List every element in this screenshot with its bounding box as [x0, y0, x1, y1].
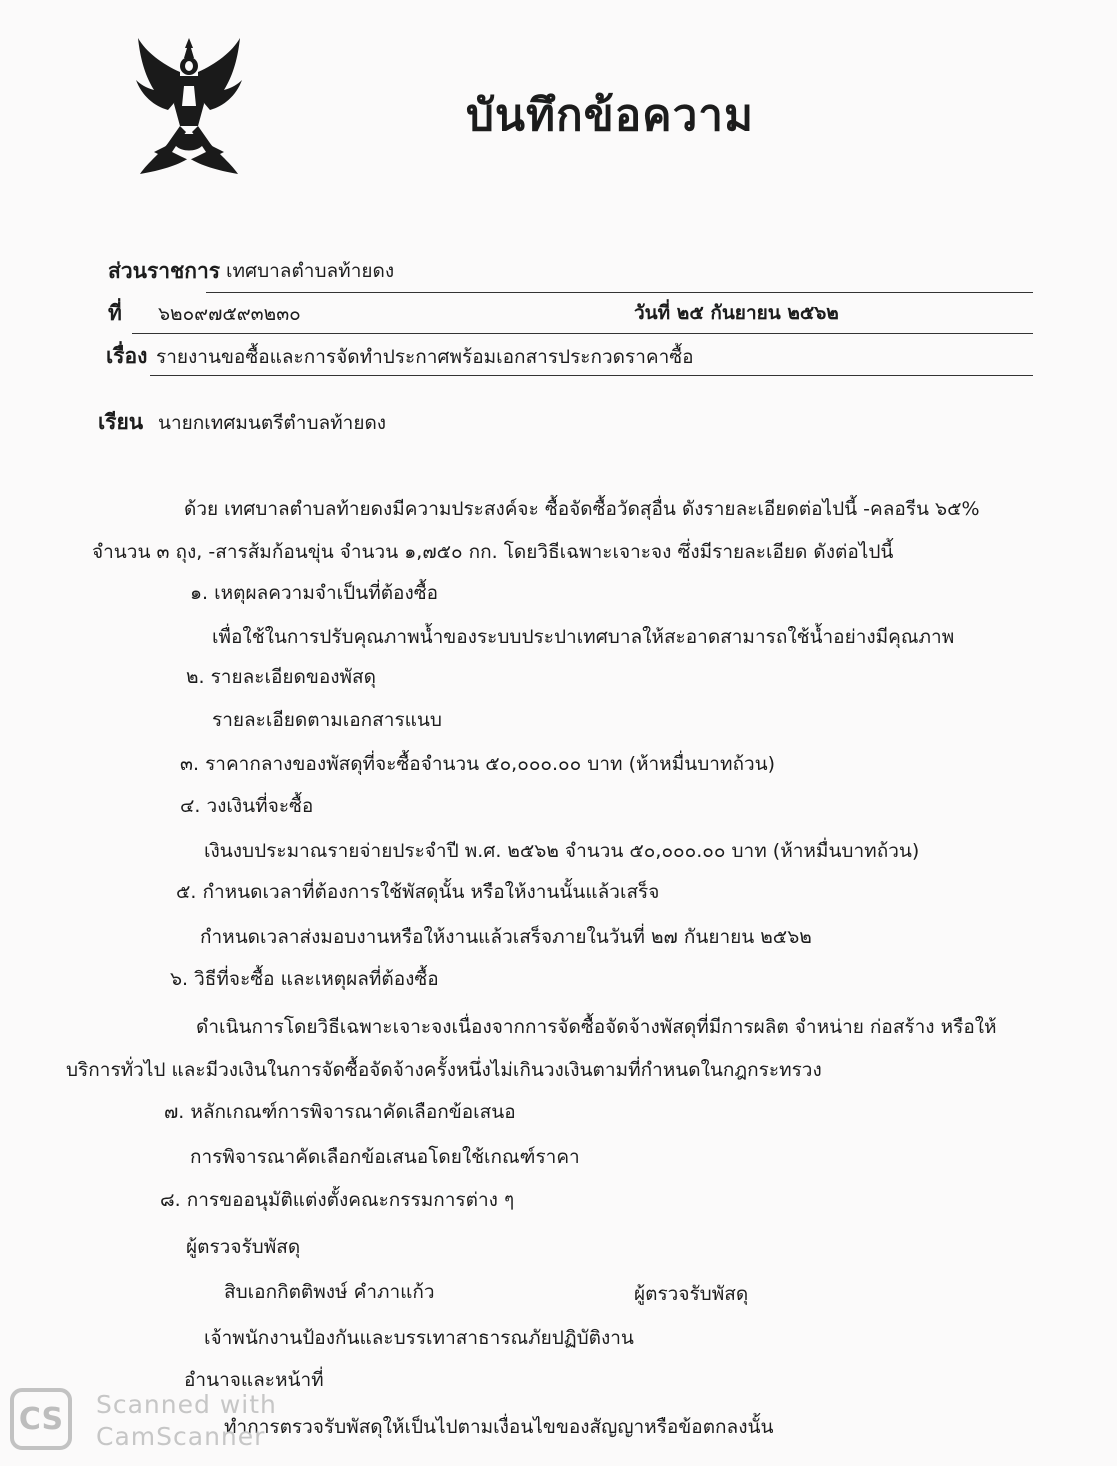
item4-heading: ๔. วงเงินที่จะซื้อ [180, 795, 314, 817]
item5-text: กำหนดเวลาส่งมอบงานหรือให้งานแล้วเสร็จภายในวันที่ ๒๗ กันยายน ๒๕๖๒ [200, 926, 812, 948]
duty-heading: อำนาจและหน้าที่ [184, 1369, 324, 1391]
salutation-value: นายกเทศมนตรีตำบลท้ายดง [158, 412, 387, 434]
item2-heading: ๒. รายละเอียดของพัสดุ [186, 666, 376, 688]
item7-text: การพิจารณาคัดเลือกข้อเสนอโดยใช้เกณฑ์ราคา [190, 1146, 580, 1168]
salutation-label: เรียน [98, 410, 144, 434]
subject-value: รายงานขอซื้อและการจัดทำประกาศพร้อมเอกสารประกวดราคาซื้อ [156, 346, 694, 368]
subject-underline [150, 375, 1033, 376]
item6-text-1: ดำเนินการโดยวิธีเฉพาะเจาะจงเนื่องจากการจัดซื้อจัดจ้างพัสดุที่มีการผลิต จำหน่าย ก่อสร้าง หรือให้ [196, 1016, 997, 1038]
ref-label: ที่ [108, 301, 122, 325]
scanner-watermark [10, 1388, 310, 1456]
agency-value: เทศบาลตำบลท้ายดง [226, 260, 395, 282]
agency-label: ส่วนราชการ [108, 259, 221, 283]
item5-heading: ๕. กำหนดเวลาที่ต้องการใช้พัสดุนั้น หรือให้งานนั้นแล้วเสร็จ [176, 881, 660, 903]
watermark-line-2: CamScanner [96, 1422, 266, 1451]
ref-number: ๖๒๐๙๗๕๙๓๒๓๐ [158, 303, 301, 325]
inspector-role: ผู้ตรวจรับพัสดุ [634, 1283, 749, 1305]
item8-subheading: ผู้ตรวจรับพัสดุ [186, 1236, 301, 1258]
document-title: บันทึกข้อความ [466, 90, 755, 141]
item2-text: รายละเอียดตามเอกสารแนบ [212, 709, 442, 731]
ref-underline [132, 333, 622, 334]
item6-text-2: บริการทั่วไป และมีวงเงินในการจัดซื้อจัดจ้างครั้งหนึ่งไม่เกินวงเงินตามที่กำหนดในกฎกระทรวง [66, 1059, 822, 1081]
intro-line-2: จำนวน ๓ ถุง, -สารส้มก้อนขุ่น จำนวน ๑,๗๕๐ กก. โดยวิธีเฉพาะเจาะจง ซึ่งมีรายละเอียด ดังต่อไปนี้ [92, 541, 894, 563]
intro-line-1: ด้วย เทศบาลตำบลท้ายดงมีความประสงค์จะ ซื้อจัดซื้อวัดสุอื่น ดังรายละเอียดต่อไปนี้ -คลอรีน ๖๕% [184, 498, 980, 520]
item6-heading: ๖. วิธีที่จะซื้อ และเหตุผลที่ต้องซื้อ [170, 968, 439, 990]
agency-underline [206, 292, 1033, 293]
item8-heading: ๘. การขออนุมัติแต่งตั้งคณะกรรมการต่าง ๆ [160, 1189, 515, 1211]
item3-heading: ๓. ราคากลางของพัสดุที่จะซื้อจำนวน ๕๐,๐๐๐.๐๐ บาท (ห้าหมื่นบาทถ้วน) [180, 753, 776, 775]
inspector-name: สิบเอกกิตติพงษ์ คำภาแก้ว [224, 1281, 435, 1303]
date-text: วันที่ ๒๕ กันยายน ๒๕๖๒ [634, 302, 839, 324]
camscanner-logo-icon: CS [10, 1388, 72, 1450]
item1-heading: ๑. เหตุผลความจำเป็นที่ต้องซื้อ [190, 582, 439, 604]
watermark-line-1: Scanned with [96, 1390, 277, 1419]
item7-heading: ๗. หลักเกณฑ์การพิจารณาคัดเลือกข้อเสนอ [164, 1101, 516, 1123]
garuda-emblem-icon [132, 34, 246, 184]
inspector-position: เจ้าพนักงานป้องกันและบรรเทาสาธารณภัยปฏิบัติงาน [204, 1327, 634, 1349]
duty-text: ทำการตรวจรับพัสดุให้เป็นไปตามเงื่อนไขของสัญญาหรือข้อตกลงนั้น [224, 1416, 774, 1438]
date-underline [622, 333, 1033, 334]
item4-text: เงินงบประมาณรายจ่ายประจำปี พ.ศ. ๒๕๖๒ จำนวน ๕๐,๐๐๐.๐๐ บาท (ห้าหมื่นบาทถ้วน) [204, 840, 920, 862]
item1-text: เพื่อใช้ในการปรับคุณภาพน้ำของระบบประปาเทศบาลให้สะอาดสามารถใช้น้ำอย่างมีคุณภาพ [212, 626, 955, 648]
subject-label: เรื่อง [106, 344, 148, 368]
